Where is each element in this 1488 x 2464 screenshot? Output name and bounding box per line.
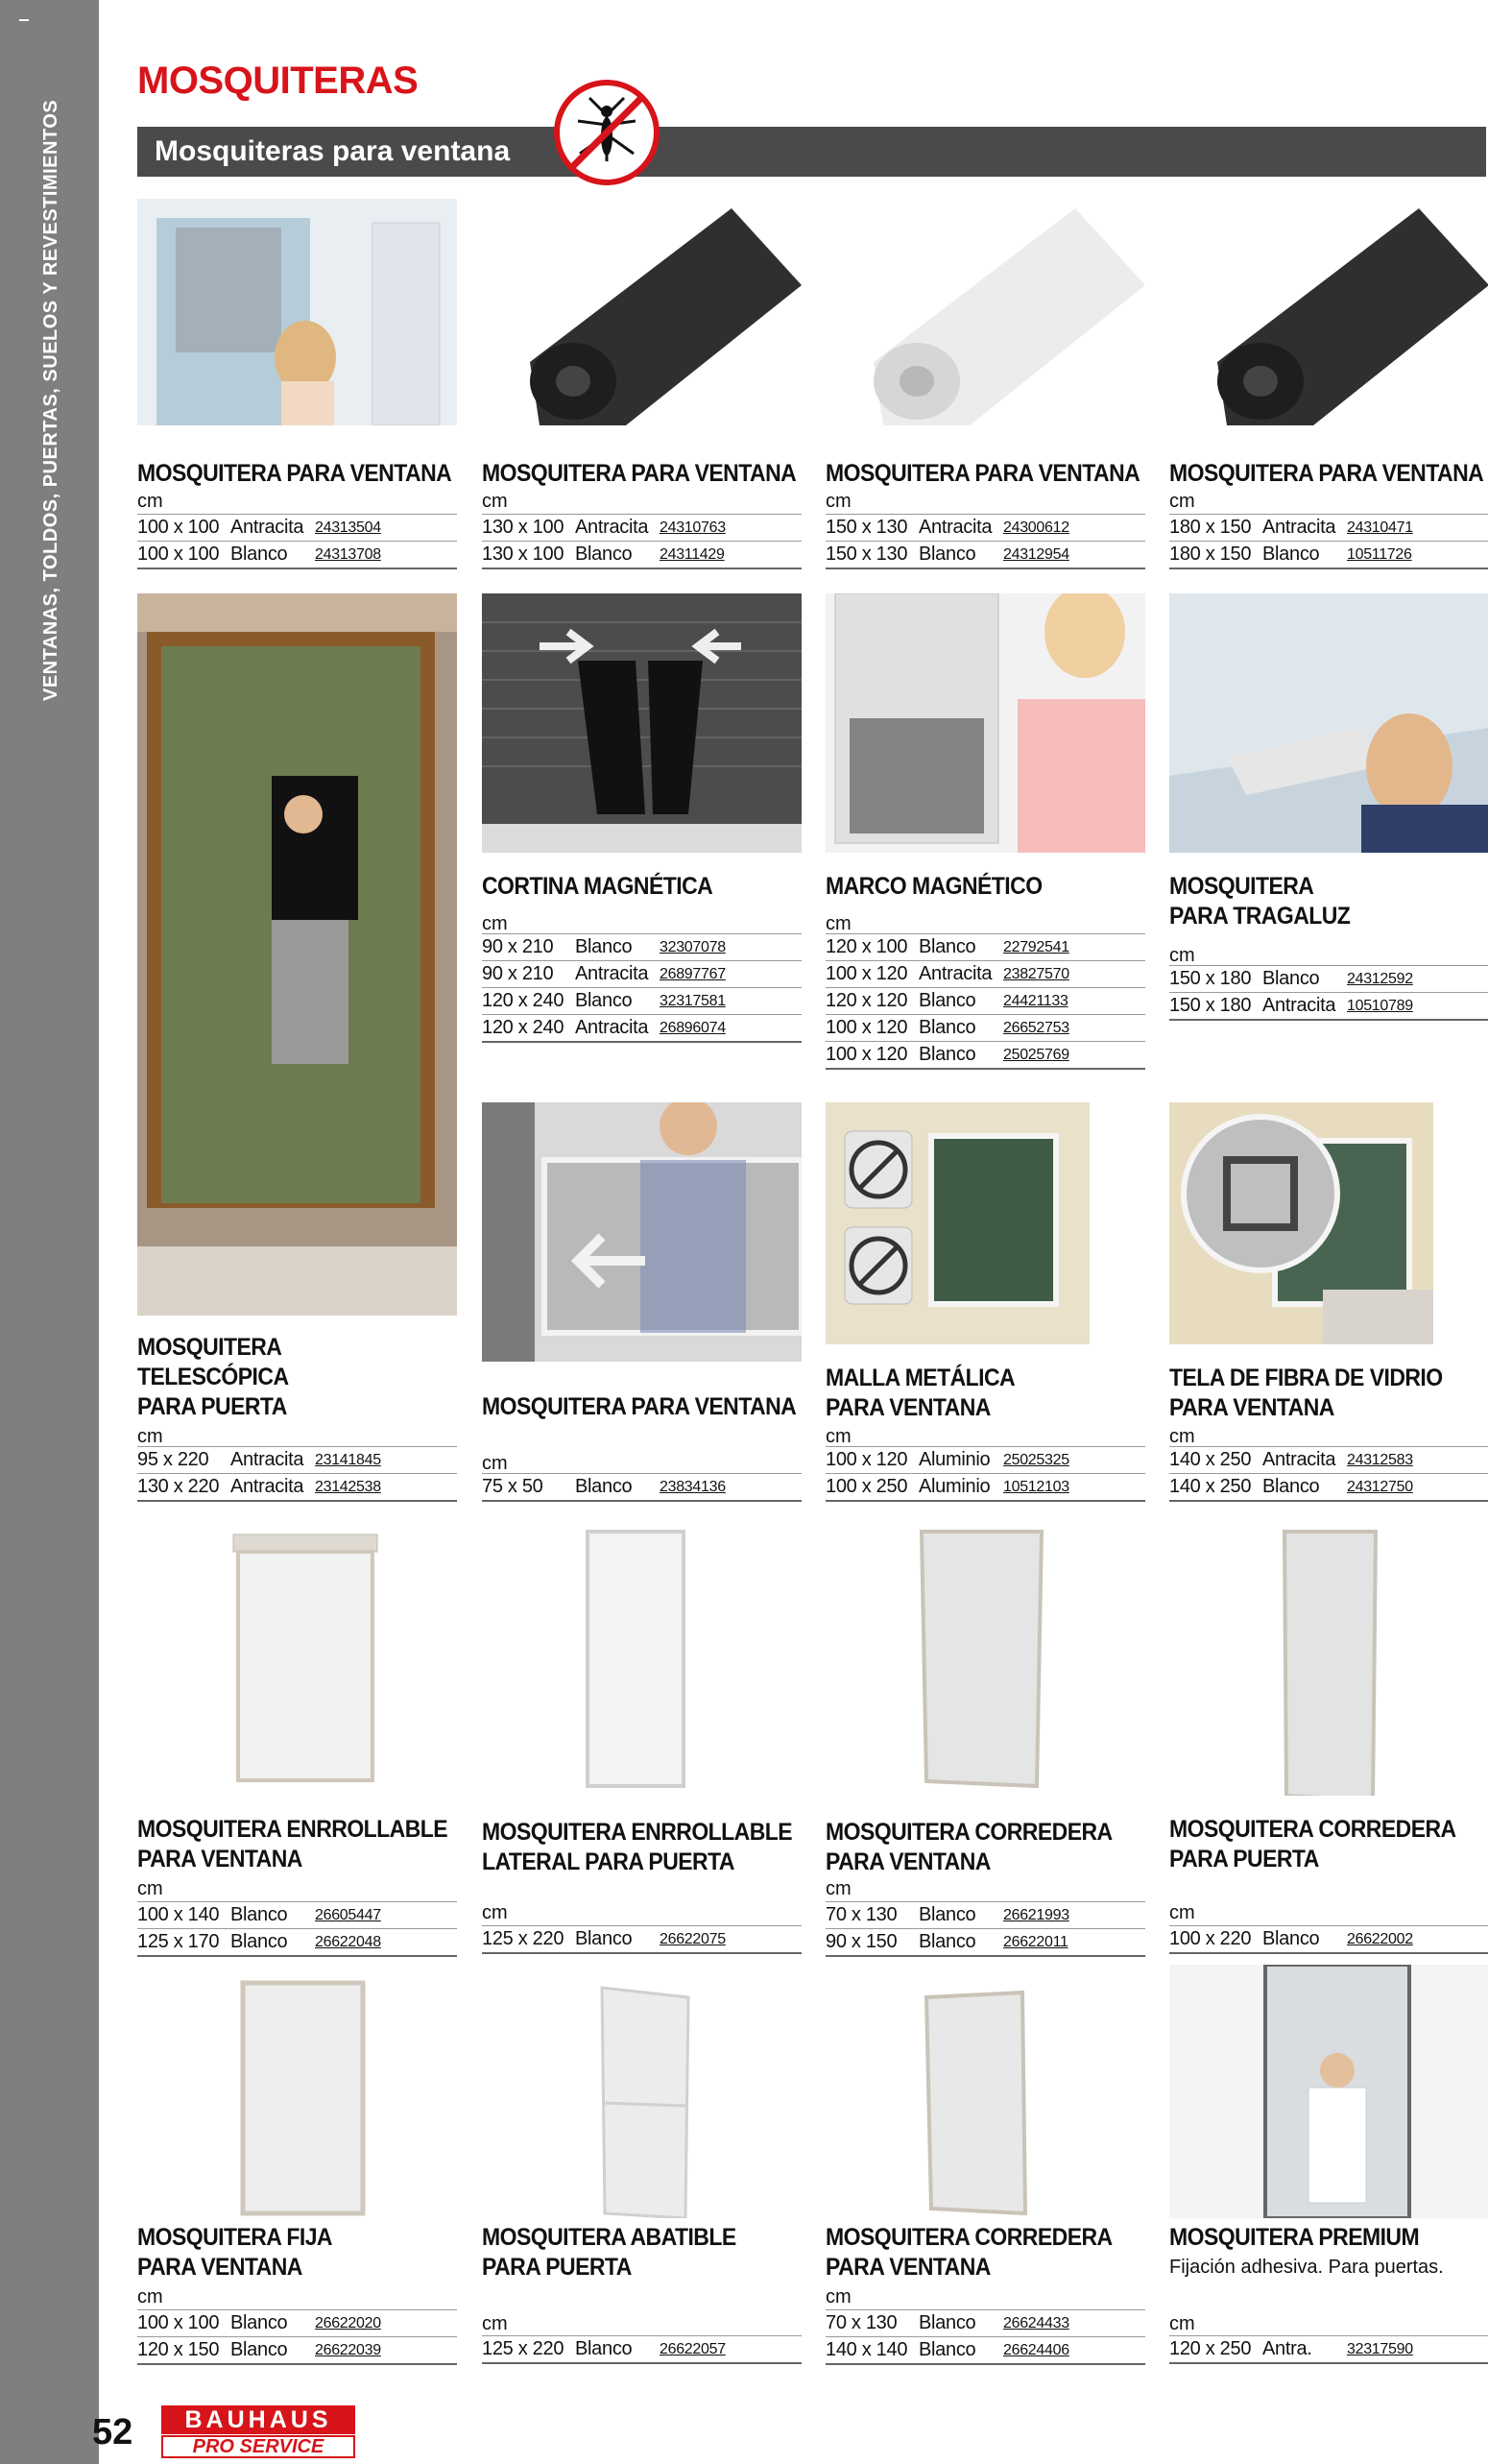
row-code: 26897767 (660, 965, 726, 982)
product-size-table (826, 2309, 1145, 2365)
section-title: Mosquiteras para ventana (155, 135, 511, 167)
product-image-telescopic-window-screen (482, 1102, 802, 1362)
product-size-table (1169, 1446, 1488, 1502)
product-title (137, 1333, 289, 1422)
product-title (137, 459, 451, 489)
row-color: Antracita (919, 517, 993, 538)
product-title (1169, 1815, 1456, 1874)
product-row (137, 1901, 457, 1928)
row-size: 100 x 250 (826, 1476, 908, 1497)
row-size: 100 x 220 (1169, 1928, 1252, 1949)
product-unit: cm (1169, 491, 1195, 512)
row-code: 24310471 (1347, 519, 1413, 536)
product-title-line: MOSQUITERA PARA VENTANA (1169, 460, 1484, 487)
product-unit: cm (826, 491, 852, 512)
row-code: 32317581 (660, 992, 726, 1009)
product-row (826, 514, 1145, 541)
product-row (137, 2336, 457, 2365)
product-size-table (826, 1901, 1145, 1957)
row-color: Blanco (919, 990, 976, 1011)
product-row (482, 1014, 802, 1043)
sidebar-category-text: VENTANAS, TOLDOS, PUERTAS, SUELOS Y REVESTIMIENTOS (40, 99, 61, 701)
product-size-table (482, 1925, 802, 1954)
product-row (1169, 2335, 1488, 2364)
product-image-sliding-window-screen-2 (826, 1978, 1145, 2218)
product-unit: cm (1169, 945, 1195, 966)
row-size: 125 x 220 (482, 2338, 564, 2359)
row-size: 100 x 100 (137, 544, 220, 565)
product-size-table (137, 1446, 457, 1502)
product-size-table (137, 514, 457, 569)
row-code: 24312750 (1347, 1478, 1413, 1495)
row-size: 90 x 210 (482, 936, 554, 957)
row-color: Antracita (230, 517, 304, 538)
product-title-line: MARCO MAGNÉTICO (826, 873, 1043, 900)
row-size: 120 x 100 (826, 936, 908, 957)
product-title-line: PARA PUERTA (482, 2254, 632, 2281)
product-title (826, 459, 1140, 489)
row-color: Antracita (575, 517, 649, 538)
row-size: 100 x 120 (826, 1044, 908, 1065)
product-row (826, 987, 1145, 1014)
product-title-line: PARA VENTANA (826, 2254, 991, 2281)
row-size: 130 x 100 (482, 517, 564, 538)
product-title (137, 2223, 332, 2283)
row-code: 23827570 (1003, 965, 1069, 982)
product-title (1169, 872, 1350, 931)
row-size: 120 x 120 (826, 990, 908, 1011)
product-title (482, 872, 712, 902)
product-row (826, 933, 1145, 960)
row-size: 180 x 150 (1169, 517, 1252, 538)
product-title-line: PARA VENTANA (826, 1394, 991, 1421)
product-title-line: PARA VENTANA (137, 2254, 302, 2281)
row-code: 24310763 (660, 519, 726, 536)
product-unit: cm (482, 1453, 508, 1474)
product-row (482, 2335, 802, 2364)
product-row (482, 1925, 802, 1954)
product-size-table (826, 933, 1145, 1070)
row-code: 23142538 (315, 1478, 381, 1495)
product-unit: cm (137, 2286, 163, 2307)
row-color: Blanco (575, 1476, 633, 1497)
row-size: 120 x 250 (1169, 2338, 1252, 2359)
row-size: 120 x 240 (482, 1017, 564, 1038)
page-title: MOSQUITERAS (137, 60, 419, 102)
product-row (826, 1928, 1145, 1957)
row-color: Antracita (1262, 995, 1336, 1016)
product-title (482, 2223, 736, 2283)
row-code: 26622039 (315, 2341, 381, 2358)
row-color: Antracita (575, 1017, 649, 1038)
row-code: 24421133 (1003, 992, 1068, 1009)
row-size: 150 x 180 (1169, 995, 1252, 1016)
product-title (482, 1392, 796, 1422)
row-color: Antracita (575, 963, 649, 984)
product-title (826, 1818, 1113, 1877)
row-code: 26622048 (315, 1933, 381, 1950)
product-image-magnetic-frame-woman (826, 593, 1145, 853)
product-row (1169, 1925, 1488, 1954)
product-row (826, 2336, 1145, 2365)
product-row (826, 1446, 1145, 1473)
product-image-fixed-window-screen (137, 1978, 457, 2218)
product-row (137, 1928, 457, 1957)
row-color: Blanco (1262, 1928, 1320, 1949)
product-row (826, 1473, 1145, 1502)
product-title-line: TELESCÓPICA (137, 1364, 289, 1390)
row-code: 26624433 (1003, 2314, 1069, 2331)
product-row (482, 933, 802, 960)
product-row (482, 514, 802, 541)
row-code: 24312592 (1347, 970, 1413, 987)
row-code: 23141845 (315, 1451, 381, 1468)
row-size: 95 x 220 (137, 1449, 209, 1470)
product-title-line: MOSQUITERA PARA VENTANA (482, 1393, 797, 1420)
row-color: Blanco (1262, 1476, 1320, 1497)
row-code: 32317590 (1347, 2340, 1413, 2357)
row-size: 125 x 220 (482, 1928, 564, 1949)
row-code: 10511726 (1347, 545, 1412, 563)
product-image-roll-anthracite (482, 199, 802, 425)
product-row (137, 1446, 457, 1473)
product-title-line: MOSQUITERA CORREDERA (1169, 1816, 1456, 1843)
product-title-line: CORTINA MAGNÉTICA (482, 873, 713, 900)
row-color: Blanco (1262, 544, 1320, 565)
row-size: 90 x 210 (482, 963, 554, 984)
product-unit: cm (482, 1902, 508, 1923)
row-color: Antracita (230, 1476, 304, 1497)
product-title-line: TELA DE FIBRA DE VIDRIO (1169, 1365, 1443, 1391)
product-title-line: MOSQUITERA (1169, 873, 1314, 900)
product-row (482, 987, 802, 1014)
product-title-line: MOSQUITERA PARA VENTANA (826, 460, 1140, 487)
row-code: 24312954 (1003, 545, 1069, 563)
row-color: Antracita (1262, 517, 1336, 538)
no-mosquito-icon (551, 77, 662, 188)
product-image-metal-mesh-window (826, 1102, 1090, 1344)
product-title-line: MOSQUITERA FIJA (137, 2224, 332, 2251)
row-size: 70 x 130 (826, 1904, 898, 1925)
product-title (1169, 1364, 1443, 1423)
product-row (482, 960, 802, 987)
row-color: Blanco (919, 1904, 976, 1925)
row-code: 26622020 (315, 2314, 381, 2331)
side-strip (0, 0, 99, 2464)
product-image-hinged-door-screen (482, 1978, 802, 2218)
row-code: 26621993 (1003, 1906, 1069, 1923)
product-row (1169, 1473, 1488, 1502)
product-size-table (482, 933, 802, 1043)
product-title-line: PARA PUERTA (1169, 1846, 1319, 1872)
product-row (482, 1473, 802, 1502)
row-size: 120 x 150 (137, 2339, 220, 2360)
product-row (826, 1041, 1145, 1070)
product-unit: cm (826, 1426, 852, 1447)
product-title-line: MOSQUITERA ENRROLLABLE (482, 1819, 793, 1846)
product-title-line: PARA TRAGALUZ (1169, 903, 1351, 930)
row-color: Blanco (230, 544, 288, 565)
row-color: Blanco (575, 2338, 633, 2359)
product-title (482, 459, 796, 489)
product-row (826, 1901, 1145, 1928)
row-color: Aluminio (919, 1476, 991, 1497)
product-title-line: LATERAL PARA PUERTA (482, 1848, 734, 1875)
product-unit: cm (482, 2313, 508, 2334)
product-unit: cm (1169, 1426, 1195, 1447)
product-title-line: MOSQUITERA ABATIBLE (482, 2224, 736, 2251)
row-color: Blanco (230, 1904, 288, 1925)
brand-logo (161, 2405, 355, 2459)
product-image-window-screen-woman (137, 199, 457, 425)
product-image-sliding-window-screen (826, 1527, 1145, 1796)
product-row (826, 960, 1145, 987)
product-size-table (482, 2335, 802, 2364)
product-title-line: PARA PUERTA (137, 1393, 287, 1420)
row-size: 100 x 140 (137, 1904, 220, 1925)
row-color: Blanco (575, 1928, 633, 1949)
row-code: 24313504 (315, 519, 381, 536)
row-size: 100 x 120 (826, 1449, 908, 1470)
row-code: 24311429 (660, 545, 725, 563)
row-size: 150 x 130 (826, 544, 908, 565)
row-size: 100 x 120 (826, 963, 908, 984)
row-color: Blanco (919, 1017, 976, 1038)
row-color: Blanco (919, 1931, 976, 1952)
product-unit: cm (1169, 1902, 1195, 1923)
product-unit: cm (826, 913, 852, 934)
row-color: Blanco (230, 2339, 288, 2360)
product-unit: cm (482, 913, 508, 934)
row-color: Blanco (919, 1044, 976, 1065)
product-row (1169, 541, 1488, 569)
row-code: 26896074 (660, 1019, 726, 1036)
row-size: 75 x 50 (482, 1476, 543, 1497)
product-size-table (826, 514, 1145, 569)
page-number: 52 (92, 2412, 133, 2452)
product-row (137, 1473, 457, 1502)
product-title-line: MOSQUITERA PARA VENTANA (482, 460, 797, 487)
product-title (826, 2223, 1113, 2283)
product-row (482, 541, 802, 569)
product-row (137, 541, 457, 569)
row-code: 10512103 (1003, 1478, 1069, 1495)
row-color: Blanco (230, 2312, 288, 2333)
product-size-table (826, 1446, 1145, 1502)
row-size: 180 x 150 (1169, 544, 1252, 565)
row-size: 125 x 170 (137, 1931, 220, 1952)
product-title-line: PARA VENTANA (826, 1848, 991, 1875)
row-size: 90 x 150 (826, 1931, 898, 1952)
product-unit: cm (1169, 2313, 1195, 2334)
product-image-roller-window-screen (137, 1527, 457, 1796)
row-color: Antra. (1262, 2338, 1312, 2359)
product-image-curtain-door-woman (137, 593, 457, 1316)
row-color: Antracita (230, 1449, 304, 1470)
row-code: 24312583 (1347, 1451, 1413, 1468)
row-color: Antracita (1262, 1449, 1336, 1470)
row-size: 150 x 180 (1169, 968, 1252, 989)
product-size-table (482, 1473, 802, 1502)
row-code: 26622075 (660, 1930, 726, 1947)
product-title-line: MOSQUITERA (137, 1334, 282, 1361)
product-image-premium-door-woman (1169, 1965, 1488, 2218)
row-size: 100 x 100 (137, 2312, 220, 2333)
row-code: 24300612 (1003, 519, 1069, 536)
side-mark (19, 19, 29, 21)
product-title (1169, 459, 1483, 489)
row-code: 25025769 (1003, 1046, 1069, 1063)
row-code: 24313708 (315, 545, 381, 563)
product-unit: cm (137, 491, 163, 512)
product-size-table (1169, 2335, 1488, 2364)
row-size: 130 x 220 (137, 1476, 220, 1497)
product-unit: cm (137, 1878, 163, 1899)
row-color: Blanco (919, 2339, 976, 2360)
product-unit: cm (482, 491, 508, 512)
row-color: Aluminio (919, 1449, 991, 1470)
product-image-sliding-door-screen (1169, 1527, 1488, 1796)
section-header-bar (137, 127, 1486, 177)
row-color: Blanco (919, 544, 976, 565)
product-title (137, 1815, 447, 1874)
product-size-table (482, 514, 802, 569)
row-color: Blanco (230, 1931, 288, 1952)
product-title (482, 1818, 792, 1877)
row-color: Blanco (575, 544, 633, 565)
product-title-line: PARA VENTANA (137, 1846, 302, 1872)
row-color: Blanco (919, 936, 976, 957)
row-size: 120 x 240 (482, 990, 564, 1011)
product-title-line: PARA VENTANA (1169, 1394, 1334, 1421)
row-size: 140 x 250 (1169, 1476, 1252, 1497)
row-code: 32307078 (660, 938, 726, 955)
row-code: 26605447 (315, 1906, 381, 1923)
row-code: 26622057 (660, 2340, 726, 2357)
product-title-line: MOSQUITERA CORREDERA (826, 1819, 1113, 1846)
product-image-skylight-woman (1169, 593, 1488, 853)
row-size: 150 x 130 (826, 517, 908, 538)
product-title-line: MOSQUITERA CORREDERA (826, 2224, 1113, 2251)
product-title (826, 872, 1043, 902)
product-title-line: MALLA METÁLICA (826, 1365, 1016, 1391)
product-image-magnetic-curtain-closeup (482, 593, 802, 853)
product-row (826, 541, 1145, 569)
row-size: 140 x 250 (1169, 1449, 1252, 1470)
product-row (1169, 965, 1488, 992)
row-code: 26622002 (1347, 1930, 1413, 1947)
product-title-line: MOSQUITERA PARA VENTANA (137, 460, 452, 487)
product-row (826, 2309, 1145, 2336)
row-code: 10510789 (1347, 997, 1413, 1014)
row-size: 140 x 140 (826, 2339, 908, 2360)
row-code: 22792541 (1003, 938, 1069, 955)
product-row (137, 2309, 457, 2336)
product-unit: cm (137, 1426, 163, 1447)
row-color: Antracita (919, 963, 993, 984)
product-size-table (1169, 1925, 1488, 1954)
product-title (1169, 2223, 1419, 2253)
row-color: Blanco (575, 990, 633, 1011)
product-size-table (137, 2309, 457, 2365)
product-row (1169, 1446, 1488, 1473)
product-size-table (1169, 514, 1488, 569)
row-size: 130 x 100 (482, 544, 564, 565)
row-size: 70 x 130 (826, 2312, 898, 2333)
product-description: Fijación adhesiva. Para puertas. (1169, 2257, 1444, 2278)
product-image-roll-anthracite-large (1169, 199, 1488, 425)
product-image-roll-white (826, 199, 1145, 425)
row-size: 100 x 100 (137, 517, 220, 538)
row-size: 100 x 120 (826, 1017, 908, 1038)
product-title-line: MOSQUITERA ENRROLLABLE (137, 1816, 448, 1843)
row-code: 26652753 (1003, 1019, 1069, 1036)
product-row (137, 514, 457, 541)
product-row (1169, 992, 1488, 1021)
row-code: 26624406 (1003, 2341, 1069, 2358)
logo-top-text: BAUHAUS (161, 2405, 355, 2434)
product-row (1169, 514, 1488, 541)
row-color: Blanco (575, 936, 633, 957)
product-row (826, 1014, 1145, 1041)
logo-bottom-text: PRO SERVICE (161, 2435, 355, 2458)
product-size-table (1169, 965, 1488, 1021)
row-color: Blanco (1262, 968, 1320, 989)
row-code: 23834136 (660, 1478, 726, 1495)
product-unit: cm (826, 2286, 852, 2307)
row-code: 25025325 (1003, 1451, 1069, 1468)
product-title (826, 1364, 1015, 1423)
row-code: 26622011 (1003, 1933, 1068, 1950)
product-unit: cm (826, 1878, 852, 1899)
product-size-table (137, 1901, 457, 1957)
product-title-line: MOSQUITERA PREMIUM (1169, 2224, 1420, 2251)
product-image-roller-door-screen (482, 1527, 802, 1796)
row-color: Blanco (919, 2312, 976, 2333)
product-image-fiberglass-window (1169, 1102, 1433, 1344)
